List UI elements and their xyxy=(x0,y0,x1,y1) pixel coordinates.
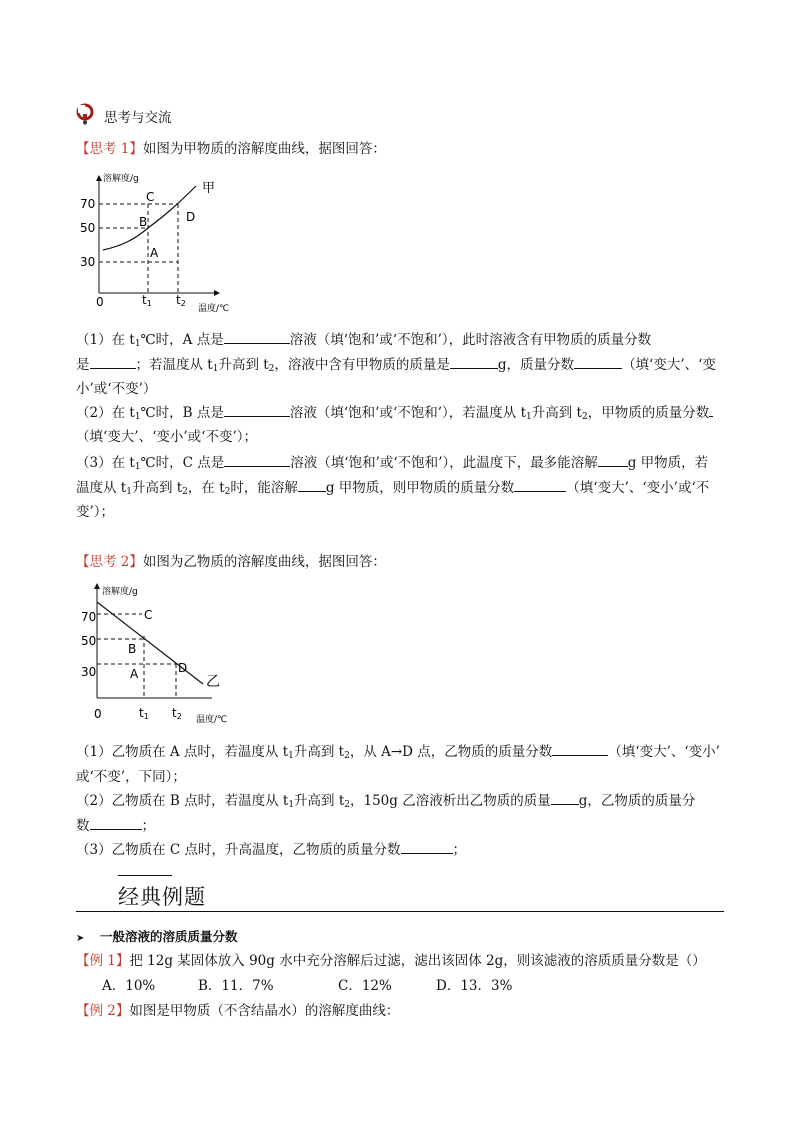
x-tick-t2: t2 xyxy=(172,706,182,721)
answer-blank[interactable] xyxy=(401,840,453,854)
think2-q1-line2: 或‘不变’，下同）； xyxy=(76,769,186,785)
think1-q3-line1: （3）在 $t_1℃$时，C 点是 溶液（填‘饱和’或‘不饱和’），此温度下，最多能溶解 g 甲物质，若 xyxy=(76,455,709,472)
y-tick-70: 70 xyxy=(81,610,97,624)
y-tick-70: 70 xyxy=(80,197,96,211)
think1-heading xyxy=(76,139,726,159)
think1-q2-line2: （填‘变大’、‘变小’或‘不变’）； xyxy=(76,429,257,445)
series-label-jia: 甲 xyxy=(202,181,216,196)
answer-blank[interactable] xyxy=(514,478,566,492)
example1-text: 把 12g 某固体放入 90g 水中充分溶解后过滤，滤出该固体 2g，则该滤液的溶质质量分数是（） xyxy=(129,953,706,969)
example1-option-c[interactable]: C．12% xyxy=(338,978,392,994)
title-overline xyxy=(118,875,172,876)
point-a: A xyxy=(130,667,139,681)
think1-q3-line3: 变’）； xyxy=(76,504,115,520)
think1-q1-line1: （1）在 $t_1℃$时，A 点是 溶液（填‘饱和’或‘不饱和’），此时溶液含有甲物质的质量分数 xyxy=(76,332,652,349)
example2 xyxy=(76,1001,726,1021)
example1 xyxy=(76,951,726,971)
solubility-chart-yi xyxy=(76,580,246,730)
x-axis-label: 温度/℃ xyxy=(198,304,230,314)
think1-q3-line2: 温度从 $t_1$升高到 $t_2$，在 $t_2$时，能溶解 g 甲物质，则甲物质的质量分数 （填‘变大’、‘变小’或‘不 xyxy=(76,480,710,497)
x-tick-t1: t1 xyxy=(139,706,149,721)
point-d: D xyxy=(186,210,196,224)
think2-heading xyxy=(76,552,726,572)
answer-blank[interactable] xyxy=(551,791,579,805)
think1-q2-line1: （2）在 $t_1℃$时，B 点是 溶液（填‘饱和’或‘不饱和’），若温度从 $t_1$升高到 $t_2$，甲物质的质量分数 xyxy=(76,403,726,427)
answer-blank[interactable] xyxy=(224,330,290,344)
think1-prompt: 如图为甲物质的溶解度曲线，据图回答： xyxy=(142,141,386,157)
answer-blank[interactable] xyxy=(90,355,136,369)
think1-q1-line2: 是 ；若温度从 $t_1$升高到 $t_2$，溶液中含有甲物质的质量是 g，质量分数 （填‘变大’、‘变 xyxy=(76,357,716,374)
answer-blank[interactable] xyxy=(90,816,142,830)
answer-blank[interactable] xyxy=(709,403,713,417)
y-axis-label: 溶解度/g xyxy=(102,587,138,597)
arrow-bullet-icon: ➤ xyxy=(76,933,85,944)
example1-option-a[interactable]: A．10% xyxy=(102,978,156,994)
example1-option-b[interactable]: B．11．7% xyxy=(198,978,274,994)
think1-q1-line3: 小’或‘不变’） xyxy=(76,381,157,397)
answer-blank[interactable] xyxy=(224,453,290,467)
point-d: D xyxy=(178,661,188,675)
answer-blank[interactable] xyxy=(450,355,498,369)
y-axis-label: 溶解度/g xyxy=(103,174,139,184)
point-c: C xyxy=(146,190,155,204)
think2-q1-line1: （1）乙物质在 A 点时，若温度从 $t_1$升高到 $t_2$，从 A→D 点，乙物质的质量分数 （填‘变大’、‘变小’ xyxy=(76,744,720,761)
section-title-classic: 经典例题 xyxy=(118,885,206,909)
think1-tag: 【思考 1】 xyxy=(76,141,143,157)
answer-blank[interactable] xyxy=(598,453,628,467)
x-axis-label: 温度/℃ xyxy=(196,715,228,725)
classic-subheading-row xyxy=(76,927,726,949)
point-c: C xyxy=(144,608,153,622)
origin-label: 0 xyxy=(94,707,102,721)
answer-blank[interactable] xyxy=(552,742,608,756)
think2-q2-line2: 数 ； xyxy=(76,818,155,834)
think2-q2-line1: （2）乙物质在 B 点时，若温度从 $t_1$升高到 $t_2$，150g 乙溶液析出乙物质的质量 g，乙物质的质量分 xyxy=(76,793,696,810)
example1-tag: 【例 1】 xyxy=(76,953,130,969)
origin-label: 0 xyxy=(96,295,104,309)
section-divider xyxy=(76,911,724,912)
answer-blank[interactable] xyxy=(224,403,290,417)
think2-q3-line1: （3）乙物质在 C 点时，升高温度，乙物质的质量分数 ； xyxy=(76,842,467,858)
think2-prompt: 如图为乙物质的溶解度曲线，据图回答： xyxy=(142,554,386,570)
x-tick-t2: t2 xyxy=(176,293,186,308)
answer-blank[interactable] xyxy=(574,355,622,369)
think2-tag: 【思考 2】 xyxy=(76,554,143,570)
point-a: A xyxy=(150,246,159,260)
section-title-think: 思考与交流 xyxy=(104,110,172,126)
y-tick-50: 50 xyxy=(80,221,96,235)
y-tick-30: 30 xyxy=(81,665,97,679)
y-tick-30: 30 xyxy=(80,255,96,269)
answer-blank[interactable] xyxy=(298,478,326,492)
example2-text: 如图是甲物质（不含结晶水）的溶解度曲线： xyxy=(129,1003,400,1019)
point-b: B xyxy=(139,215,148,229)
y-tick-50: 50 xyxy=(81,634,97,648)
question-icon xyxy=(76,103,96,125)
x-tick-t1: t1 xyxy=(142,293,152,308)
series-label-yi: 乙 xyxy=(206,674,220,690)
classic-subheading: 一般溶液的溶质质量分数 xyxy=(100,929,238,944)
example1-option-d[interactable]: D．13．3% xyxy=(436,978,513,994)
solubility-chart-jia xyxy=(76,168,246,318)
point-b: B xyxy=(128,642,137,656)
example2-tag: 【例 2】 xyxy=(76,1003,130,1019)
